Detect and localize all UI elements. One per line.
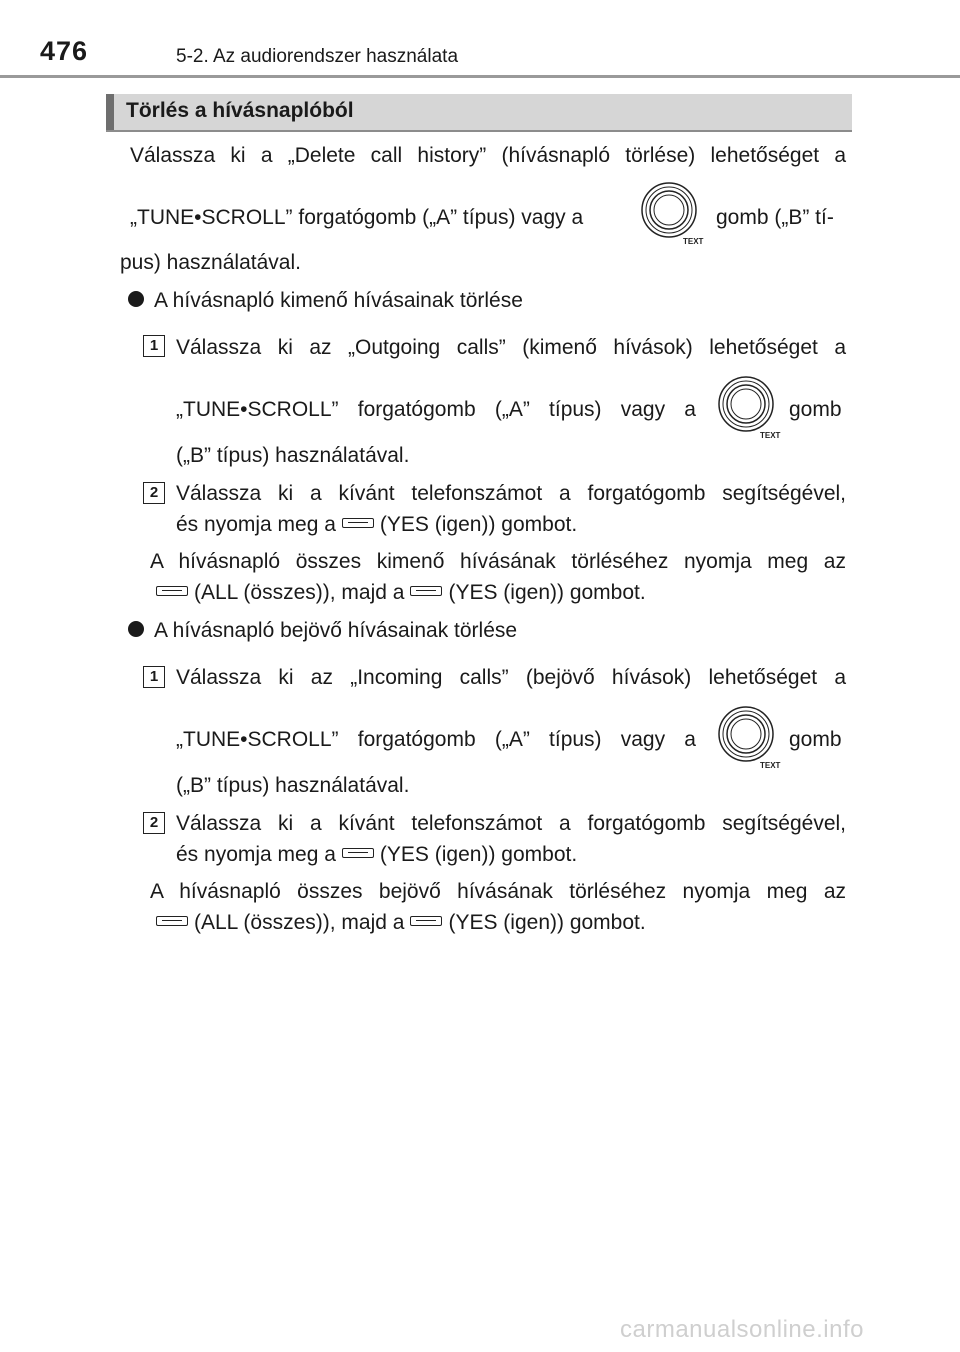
page-header [0, 0, 960, 80]
outgoing-note-line2a: (ALL (összes)), majd a [194, 581, 405, 604]
flat-button-icon [156, 916, 188, 926]
flat-button-icon [156, 586, 188, 596]
outgoing-step2-line2a: és nyomja meg a [176, 513, 336, 536]
intro-line-2a: „TUNE•SCROLL” forgatógomb („A” típus) vagy a [130, 206, 584, 229]
bullet-icon [128, 621, 144, 637]
outgoing-step1-line2a: „TUNE•SCROLL” forgatógomb („A” típus) vagy a [176, 398, 696, 421]
flat-button-icon [410, 916, 442, 926]
tune-scroll-knob-icon [637, 180, 704, 250]
outgoing-heading [128, 288, 523, 314]
incoming-step1-line2a: „TUNE•SCROLL” forgatógomb („A” típus) vagy a [176, 728, 696, 751]
tune-scroll-knob-icon [714, 374, 781, 444]
step-number-badge: 1 [143, 666, 165, 688]
dial-text-label: TEXT [760, 431, 781, 440]
step-number-badge: 2 [143, 812, 165, 834]
incoming-step1-line2b: gomb [789, 728, 842, 751]
incoming-note-line2b: (YES (igen)) gombot. [448, 911, 646, 934]
site-watermark: carmanualsonline.info [620, 1316, 864, 1343]
outgoing-step1-line3: („B” típus) használatával. [176, 444, 410, 467]
outgoing-step1-line2b: gomb [789, 398, 842, 421]
outgoing-note-line2b: (YES (igen)) gombot. [448, 581, 646, 604]
incoming-heading-text: A hívásnapló bejövő hívásainak törlése [154, 619, 518, 642]
outgoing-heading-text: A hívásnapló kimenő hívásainak törlése [154, 289, 523, 312]
incoming-note-line2 [150, 910, 646, 936]
tune-scroll-knob-icon [714, 704, 781, 774]
bullet-icon [128, 291, 144, 307]
step-number-badge: 2 [143, 482, 165, 504]
intro-line-2b: gomb („B” tí- [716, 206, 834, 229]
dial-text-label: TEXT [760, 761, 781, 770]
outgoing-step2-line2b: (YES (igen)) gombot. [379, 513, 578, 536]
topic-title: Törlés a hívásnaplóból [126, 99, 354, 122]
incoming-note-line2a: (ALL (összes)), majd a [194, 911, 405, 934]
incoming-step1-line1: Válassza ki az „Incoming calls” (bejövő hívások) lehetőséget a [176, 666, 846, 689]
flat-button-icon [410, 586, 442, 596]
dial-text-label: TEXT [683, 237, 704, 246]
flat-button-icon [342, 518, 374, 528]
page-number: 476 [40, 36, 89, 66]
incoming-step2-line2 [176, 842, 577, 868]
intro-line-1: Válassza ki a „Delete call history” (hívásnapló törlése) lehetőséget a [130, 144, 846, 167]
section-title: 5-2. Az audiorendszer használata [176, 46, 459, 67]
outgoing-note-line1: A hívásnapló összes kimenő hívásának törléséhez nyomja meg az [150, 550, 846, 573]
header-divider [0, 75, 960, 78]
outgoing-step2-line1: Válassza ki a kívánt telefonszámot a forgatógomb segítségével, [176, 482, 846, 505]
incoming-step1-line3: („B” típus) használatával. [176, 774, 410, 797]
incoming-step2-line2a: és nyomja meg a [176, 843, 336, 866]
topic-titlebar [106, 94, 852, 130]
flat-button-icon [342, 848, 374, 858]
titlebar-underline [106, 130, 852, 132]
step-number-badge: 1 [143, 335, 165, 357]
outgoing-note-line2 [150, 580, 646, 606]
titlebar-accent [106, 94, 114, 130]
outgoing-step1-line1: Válassza ki az „Outgoing calls” (kimenő hívások) lehetőséget a [176, 336, 846, 359]
incoming-step2-line2b: (YES (igen)) gombot. [379, 843, 578, 866]
incoming-note-line1: A hívásnapló összes bejövő hívásának törléséhez nyomja meg az [150, 880, 846, 903]
incoming-step2-line1: Válassza ki a kívánt telefonszámot a forgatógomb segítségével, [176, 812, 846, 835]
incoming-heading [128, 618, 517, 644]
intro-line-3: pus) használatával. [120, 251, 301, 274]
outgoing-step2-line2 [176, 512, 577, 538]
